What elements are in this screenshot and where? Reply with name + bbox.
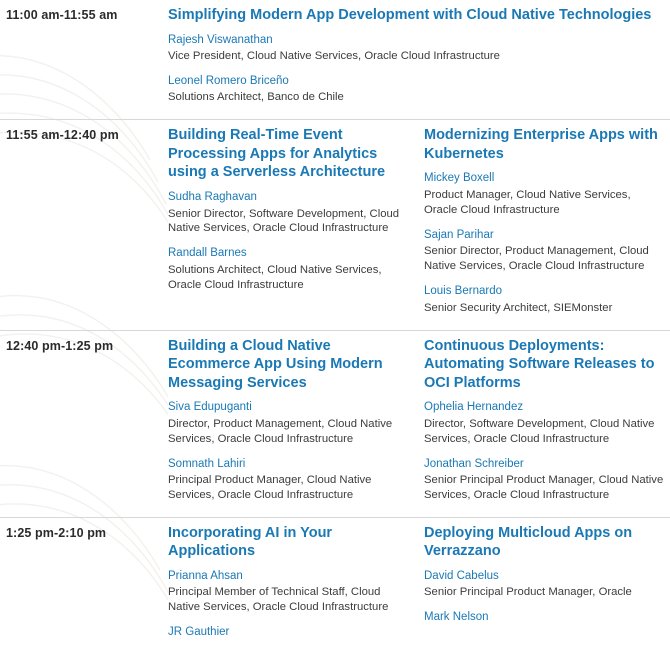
speaker [168,190,410,236]
speaker [168,33,666,64]
speaker-name[interactable]: Mickey Boxell [424,172,495,185]
speaker-role: Director, Software Development, Cloud Native Services, Oracle Cloud Infrastructure [424,417,655,445]
speaker [168,246,410,292]
speaker-name[interactable]: JR Gauthier [168,626,230,639]
speaker-role: Director, Product Management, Cloud Native Services, Oracle Cloud Infrastructure [168,417,393,445]
speaker-name[interactable]: David Cabelus [424,569,499,582]
speaker-name[interactable]: Rajesh Viswanathan [168,33,273,46]
session-card[interactable] [168,518,424,656]
session-card[interactable] [168,120,424,329]
speaker-role: Senior Security Architect, SIEMonster [424,301,613,314]
speaker-name[interactable]: Prianna Ahsan [168,569,243,582]
session-title[interactable]: Modernizing Enterprise Apps with Kubernetes [424,127,658,162]
session-title[interactable]: Building a Cloud Native Ecommerce App Using Modern Messaging Services [168,337,383,391]
table-row [0,517,670,656]
speaker-name[interactable]: Randall Barnes [168,247,247,260]
speaker-name[interactable]: Sudha Raghavan [168,191,257,204]
session-group [168,518,670,656]
speaker-role: Senior Principal Product Manager, Oracle [424,586,632,599]
speaker [168,400,410,446]
speaker [168,457,410,503]
speaker-name[interactable]: Siva Edupuganti [168,401,252,414]
session-title[interactable]: Incorporating AI in Your Applications [168,524,333,560]
speaker-name[interactable]: Somnath Lahiri [168,457,246,470]
session-card[interactable] [168,331,424,517]
session-title[interactable]: Building Real-Time Event Processing Apps for Analytics using a Serverless Architecture [168,127,386,181]
speaker-role: Product Manager, Cloud Native Services, Oracle Cloud Infrastructure [424,189,631,216]
speaker-role: Senior Director, Product Management, Cloud Native Services, Oracle Cloud Infrastructure [424,245,649,273]
speaker-role: Solutions Architect, Cloud Native Services, Oracle Cloud Infrastructure [168,263,382,291]
speaker [424,171,666,217]
speaker-name[interactable]: Leonel Romero Briceño [168,74,289,87]
session-title[interactable]: Deploying Multicloud Apps on Verrazzano [424,524,633,560]
session-time: 11:55 am-12:40 pm [6,128,119,143]
speaker-name[interactable]: Louis Bernardo [424,285,502,298]
table-row [0,0,670,119]
speaker-role: Senior Principal Product Manager, Cloud Native Services, Oracle Cloud Infrastructure [424,474,664,501]
speaker [168,569,410,615]
speaker-name[interactable]: Jonathan Schreiber [424,457,524,470]
table-row [0,330,670,517]
speaker-role: Solutions Architect, Banco de Chile [168,91,344,104]
speaker [168,74,666,105]
speaker-role: Principal Product Manager, Cloud Native Services, Oracle Cloud Infrastructure [168,474,372,501]
speaker [424,228,666,274]
speaker-name[interactable]: Sajan Parihar [424,228,494,241]
session-title[interactable]: Continuous Deployments: Automating Software Releases to OCI Platforms [424,337,655,391]
session-group [168,331,670,517]
speaker-role: Principal Member of Technical Staff, Cloud Native Services, Oracle Cloud Infrastructure [168,586,389,614]
session-time: 1:25 pm-2:10 pm [6,525,107,540]
session-card[interactable] [424,331,670,517]
session-card[interactable] [424,120,670,329]
session-time: 11:00 am-11:55 am [6,8,118,22]
session-title[interactable]: Simplifying Modern App Development with Cloud Native Technologies [168,7,652,23]
session-group [168,120,670,329]
session-card[interactable] [168,0,670,119]
session-time: 12:40 pm-1:25 pm [6,338,114,353]
speaker [424,610,666,626]
speaker [424,400,666,446]
speaker [424,569,666,600]
table-row [0,119,670,329]
speaker [424,457,666,503]
session-group [168,0,670,119]
speaker-role: Vice President, Cloud Native Services, Oracle Cloud Infrastructure [168,50,500,63]
speaker-name[interactable]: Mark Nelson [424,611,489,624]
speaker [424,284,666,315]
speaker-role: Senior Director, Software Development, Cloud Native Services, Oracle Cloud Infrastructure [168,207,400,235]
speaker-name[interactable]: Ophelia Hernandez [424,401,524,414]
session-card[interactable] [424,518,670,656]
speaker [168,625,410,641]
